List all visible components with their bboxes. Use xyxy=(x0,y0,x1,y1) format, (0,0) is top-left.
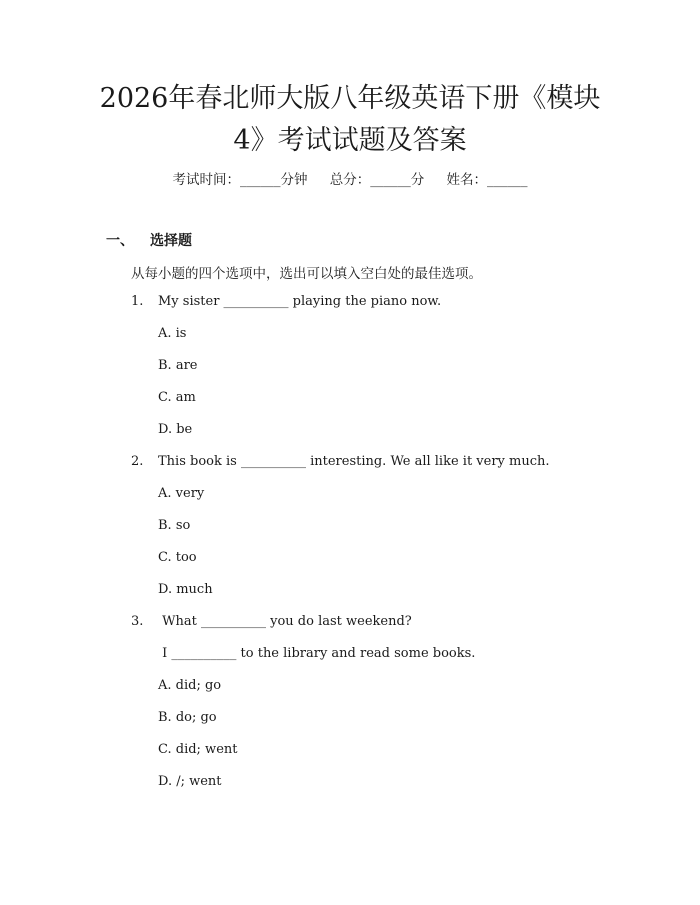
question-1-stem: My sister __________ playing the piano now. xyxy=(158,294,442,309)
question-2-number: 2. xyxy=(131,454,144,469)
question-2-option-a: A. very xyxy=(158,486,205,501)
document-title xyxy=(60,78,640,162)
question-2-option-b: B. so xyxy=(158,518,191,533)
question-3-number: 3. xyxy=(131,614,144,629)
question-2-option-d: D. much xyxy=(158,582,213,597)
section-number: 一、 xyxy=(106,233,134,249)
question-3-option-a: A. did; go xyxy=(158,678,222,693)
title-line-1: 2026年春北师大版八年级英语下册《模块 xyxy=(99,83,601,114)
question-2-option-c: C. too xyxy=(158,550,197,565)
question-3-option-c: C. did; went xyxy=(158,742,238,757)
question-3-option-b: B. do; go xyxy=(158,710,217,725)
section-heading xyxy=(106,230,192,250)
exam-time: 考试时间：______分钟 xyxy=(172,172,308,188)
title-line-2: 4》考试试题及答案 xyxy=(233,125,467,156)
question-1-number: 1. xyxy=(131,294,144,309)
question-1-option-a: A. is xyxy=(158,326,187,341)
section-instruction: 从每小题的四个选项中，选出可以填入空白处的最佳选项。 xyxy=(131,266,482,282)
question-1-option-c: C. am xyxy=(158,390,196,405)
question-3-option-d: D. /; went xyxy=(158,774,222,789)
question-1-option-d: D. be xyxy=(158,422,193,437)
section-title: 选择题 xyxy=(150,233,192,249)
question-1-option-b: B. are xyxy=(158,358,198,373)
total-score: 总分：______分 xyxy=(329,172,425,188)
question-3-stem-answer: I __________ to the library and read some books. xyxy=(158,646,476,661)
student-name: 姓名：______ xyxy=(446,172,528,188)
question-3-stem: What __________ you do last weekend? xyxy=(158,614,412,629)
exam-meta xyxy=(0,168,700,188)
question-2-stem: This book is __________ interesting. We all like it very much. xyxy=(158,454,550,469)
